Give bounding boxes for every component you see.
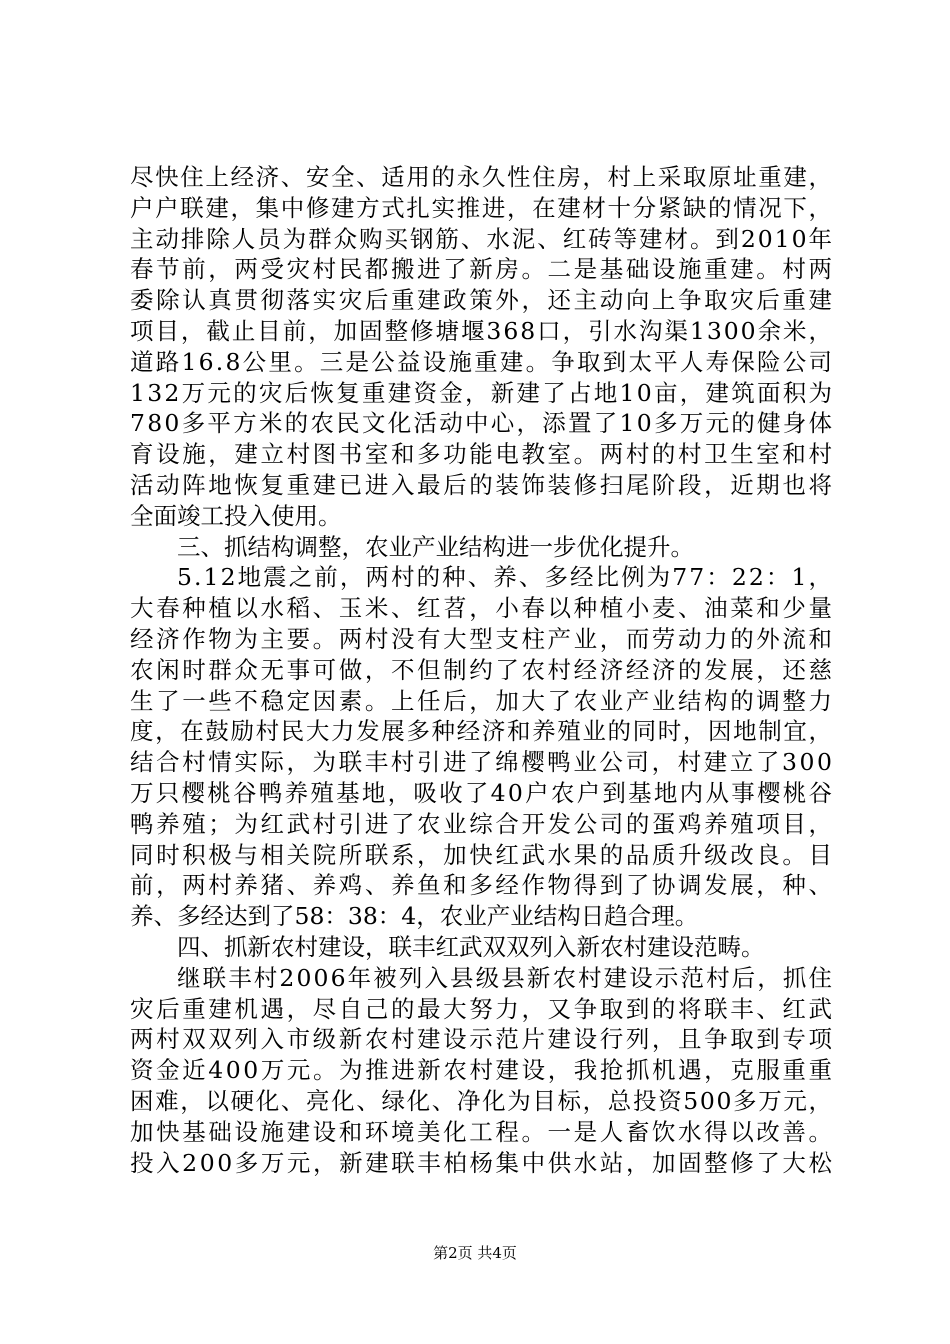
text-line: 780多平方米的农民文化活动中心，添置了10多万元的健身体 bbox=[130, 409, 835, 438]
text-line: 养、多经达到了58：38：4，农业产业结构日趋合理。 bbox=[130, 902, 699, 931]
text-line: 灾后重建机遇，尽自己的最大努力，又争取到的将联丰、红武 bbox=[130, 994, 835, 1023]
text-line: 前，两村养猪、养鸡、养鱼和多经作物得到了协调发展，种、 bbox=[130, 871, 835, 900]
text-line: 全面竣工投入使用。 bbox=[130, 501, 342, 530]
text-line: 育设施，建立村图书室和多功能电教室。两村的村卫生室和村 bbox=[130, 440, 835, 469]
text-line: 加快基础设施建设和环境美化工程。一是人畜饮水得以改善。 bbox=[130, 1117, 835, 1146]
text-line: 三、抓结构调整，农业产业结构进一步优化提升。 bbox=[177, 532, 694, 561]
text-line: 度，在鼓励村民大力发展多种经济和养殖业的同时，因地制宜， bbox=[130, 717, 834, 746]
text-line: 同时积极与相关院所联系，加快红武水果的品质升级改良。目 bbox=[130, 840, 835, 869]
text-line: 春节前，两受灾村民都搬进了新房。二是基础设施重建。村两 bbox=[130, 255, 835, 284]
text-line: 两村双双列入市级新农村建设示范片建设行列，且争取到专项 bbox=[130, 1025, 835, 1054]
text-line: 万只樱桃谷鸭养殖基地，吸收了40户农户到基地内从事樱桃谷 bbox=[130, 779, 835, 807]
text-line: 四、抓新农村建设，联丰红武双双列入新农村建设范畴。 bbox=[177, 933, 765, 961]
text-line: 尽快住上经济、安全、适用的永久性住房，村上采取原址重建， bbox=[130, 163, 834, 191]
text-line: 生了一些不稳定因素。上任后，加大了农业产业结构的调整力 bbox=[130, 686, 835, 715]
text-line: 132万元的灾后恢复重建资金，新建了占地10亩，建筑面积为 bbox=[130, 378, 835, 407]
text-line: 资金近400万元。为推进新农村建设，我抢抓机遇，克服重重 bbox=[130, 1056, 835, 1085]
text-line: 经济作物为主要。两村没有大型支柱产业，而劳动力的外流和 bbox=[130, 625, 835, 653]
text-line: 项目，截止目前，加固整修塘堰368口，引水沟渠1300余米， bbox=[130, 317, 834, 345]
text-line: 投入200多万元，新建联丰柏杨集中供水站，加固整修了大松 bbox=[130, 1148, 835, 1177]
text-line: 5.12地震之前，两村的种、养、多经比例为77：22：1， bbox=[177, 563, 835, 592]
text-line: 主动排除人员为群众购买钢筋、水泥、红砖等建材。到2010年 bbox=[130, 224, 834, 253]
text-line: 困难，以硬化、亮化、绿化、净化为目标，总投资500多万元， bbox=[130, 1087, 834, 1115]
text-line: 委除认真贯彻落实灾后重建政策外，还主动向上争取灾后重建 bbox=[130, 286, 835, 315]
text-line: 鸭养殖；为红武村引进了农业综合开发公司的蛋鸡养殖项目， bbox=[130, 809, 835, 838]
text-line: 道路16.8公里。三是公益设施重建。争取到太平人寿保险公司 bbox=[130, 347, 835, 376]
text-line: 大春种植以水稻、玉米、红苕，小春以种植小麦、油菜和少量 bbox=[130, 594, 835, 623]
text-line: 结合村情实际，为联丰村引进了绵樱鸭业公司，村建立了300 bbox=[130, 748, 835, 777]
text-line: 活动阵地恢复重建已进入最后的装饰装修扫尾阶段，近期也将 bbox=[130, 471, 835, 499]
text-line: 继联丰村2006年被列入县级县新农村建设示范村后，抓住 bbox=[177, 963, 835, 992]
page-footer: 第2页 共4页 bbox=[433, 1244, 517, 1262]
text-line: 户户联建，集中修建方式扎实推进，在建材十分紧缺的情况下， bbox=[130, 193, 834, 222]
text-line: 农闲时群众无事可做，不但制约了农村经济经济的发展，还慈 bbox=[130, 655, 835, 684]
